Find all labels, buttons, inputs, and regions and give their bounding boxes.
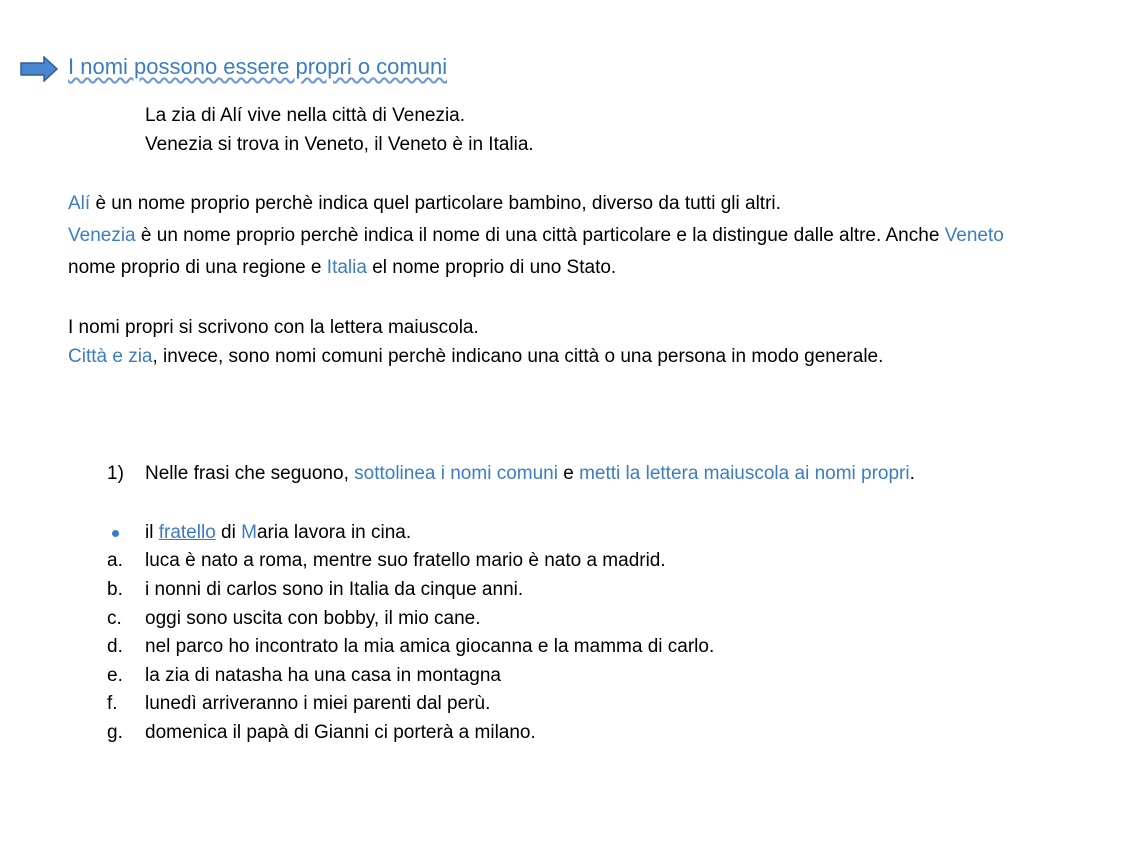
- highlight-name: Italia: [326, 257, 367, 278]
- rule-line-2: [68, 345, 883, 369]
- text-run: è un nome proprio perchè indica quel particolare bambino, diverso da tutti gli altri.: [90, 193, 781, 214]
- highlight-name: Veneto: [944, 225, 1004, 246]
- list-item: nel parco ho incontrato la mia amica giocanna e la mamma di carlo.: [145, 636, 715, 657]
- text-run: el nome proprio di uno Stato.: [366, 257, 617, 278]
- example-sentence: [145, 521, 411, 545]
- text-run: il: [145, 522, 159, 543]
- text-run: nome proprio di una regione e: [68, 257, 327, 278]
- intro-line-1: La zia di Alí vive nella città di Venezia.: [145, 105, 466, 126]
- text-run: di: [215, 522, 242, 543]
- task-capitalize: metti la lettera maiuscola ai nomi propri: [579, 463, 910, 484]
- underlined-common-noun: fratello: [158, 522, 216, 543]
- list-item: domenica il papà di Gianni ci porterà a milano.: [145, 722, 536, 743]
- highlight-name: Alí: [68, 193, 91, 214]
- text-run: e: [557, 463, 580, 484]
- intro-line-2: Venezia si trova in Veneto, il Veneto è in Italia.: [145, 134, 534, 155]
- bullet-icon: [112, 530, 119, 537]
- page-title: I nomi possono essere propri o comuni: [68, 54, 448, 79]
- list-marker: g.: [107, 722, 123, 743]
- list-item: la zia di natasha ha una casa in montagna: [145, 665, 501, 686]
- exercise-instruction: [145, 462, 915, 486]
- list-item: i nonni di carlos sono in Italia da cinque anni.: [145, 579, 524, 600]
- list-item: lunedì arriveranno i miei parenti dal perù.: [145, 693, 491, 714]
- highlight-name: Venezia: [68, 225, 136, 246]
- explanation-line-2: [68, 224, 1004, 248]
- text-run: Nelle frasi che seguono,: [145, 463, 355, 484]
- task-underline: sottolinea i nomi comuni: [354, 463, 558, 484]
- arrow-right-icon: [20, 56, 58, 82]
- list-marker: a.: [107, 550, 123, 571]
- explanation-line-1: [68, 192, 781, 216]
- text-run: .: [909, 463, 915, 484]
- list-marker: f.: [107, 693, 118, 714]
- exercise-number: 1): [107, 463, 124, 484]
- explanation-line-3: [68, 256, 616, 280]
- text-run: aria lavora in cina.: [256, 522, 412, 543]
- list-marker: e.: [107, 665, 123, 686]
- list-marker: b.: [107, 579, 123, 600]
- list-marker: c.: [107, 608, 122, 629]
- list-item: luca è nato a roma, mentre suo fratello mario è nato a madrid.: [145, 550, 666, 571]
- highlight-name: Città e zia: [68, 346, 153, 367]
- text-run: è un nome proprio perchè indica il nome di una città particolare e la distingue dalle altre. Anche: [135, 225, 945, 246]
- list-item: oggi sono uscita con bobby, il mio cane.: [145, 608, 481, 629]
- rule-line-1: I nomi propri si scrivono con la lettera maiuscola.: [68, 317, 479, 338]
- list-marker: d.: [107, 636, 123, 657]
- capital-letter: M: [241, 522, 257, 543]
- text-run: , invece, sono nomi comuni perchè indicano una città o una persona in modo generale.: [152, 346, 884, 367]
